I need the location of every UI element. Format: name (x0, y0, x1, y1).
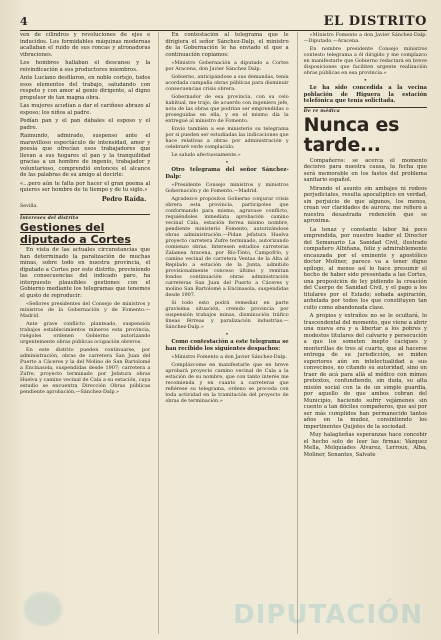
signature-place: Sevilla. (20, 203, 38, 209)
paragraph: Mirando el asunto sin ambajes ni rodeos perjudiciales, resulta apocalíptico en verdad, sin perjuicio de que algunos, los menos, crean ver claridades de aurora; me refiero a nuestra desastrada redención que se aproxima. (303, 185, 427, 224)
paragraph: Las mujeres acudían a dar el cariñoso abrazo al esposo; los niños al padre. (20, 103, 151, 116)
article-headline: Nunca es tarde... (303, 113, 400, 156)
paragraph: «Ministro Fomento a don Javier Sánchez-Dalp. (171, 354, 287, 360)
page-number: 4 (20, 15, 28, 28)
page-header (20, 6, 427, 31)
paragraph: Complázcome en manifestarle que en breve aprobará proyecto camino vecinal de Cala a la estación de su nombre, que con tanto interés me recomienda y en cuanto a carreteras que refiérese su telegrama, ordeno se proceda con toda actividad en la tramitación del proyecto de obras de terminación.» (165, 362, 289, 404)
paragraph: La tenaz y constante labor há poco emprendida, por nuestro leader el Director del Semanario La Sanidad Civil, ilustrado compañero Albiñana, feliz y admirablemente encauzada por el eminente y apostólico doctor Moliner, parece va a tener digno epílogo, al menos así lo hace presumir el hecho de haber sido presentada a las Cortes, una proposición de ley pidiendo la creación del Cuerpo de Sanidad Civil, y el pago a los titulares por el Estado; sobada aspiración, anhelada por todos los que constituyen tan culto como abandonada clase. (303, 226, 427, 311)
bullet-separator: • (225, 160, 229, 166)
article-columns (20, 32, 427, 634)
paragraph: En nombre presidente Consejo ministros contesto telegrama a él dirigido y me complazco en manifestarle que Gobierno redactará en breve disposiciones que faciliten urgente realización obras públicas en esa provincia.» (303, 46, 427, 76)
paragraph: «Señores presidentes del Consejo de ministros y ministros de la Gobernación y de Fomento.—Madrid. (20, 301, 151, 319)
column-2 (158, 32, 288, 634)
subheading: Como contestación a este telegrama se han recibido los siguientes despachos: (165, 339, 289, 352)
paragraph: «Presidente Consejo ministros y ministros Gobernación y de Fomento.—Madrid. (165, 182, 289, 194)
section-label: Intereses del distrito (20, 214, 150, 221)
paragraph: Pedían pan y el pan dábales el esposo y el padre. (20, 118, 151, 131)
masthead-title: EL DISTRITO (323, 14, 427, 29)
section-label: De re médica (304, 107, 427, 114)
column-1 (20, 32, 150, 634)
library-stamp (24, 592, 62, 626)
paragraph: Envío también a ese ministerio su telegrama por si pueden ser estudiadas las indicaciones que hace relativas a obras por administración y celebraré verle complacido. (165, 126, 289, 150)
column-3 (297, 32, 427, 634)
archive-watermark: DIPUTACIÓN (233, 600, 423, 630)
telegram-quote (304, 32, 427, 76)
paragraph: Compañeros: se acerca el momento decisivo para nuestra causa, la fecha que será memorable en los fastos del problema sanitario español. (303, 157, 427, 183)
subheading: Otro telegrama del señor Sánchez-Dalp: (165, 167, 289, 180)
bullet-separator: • (363, 78, 367, 84)
paragraph: «...pero aún te falta por hacer el gran poema al quieres ser hombre de tu tiempo y de tu siglo.» (20, 180, 151, 193)
paragraph: Ante grave conflicto planteado, suspensión trabajos establecimientos mineros esta provincia, ruégoles ordenen Gobierno autorizando urgentemente obras públicas ocupación obreros. (20, 321, 151, 345)
paragraph: Ante Luciano desfilaron, en noble cortejo, todos esos elementos del trabajo, saludando con respeto y con amor al genio dirigente, al digno propulsor de tan magna obra. (20, 75, 151, 101)
paragraph: A propios y extraños no se le ocultará, lo trascendental del momento, que viene a abrir una nueva era y a libertar a los pobres y modestos titulares del calvario y persecución a que los someten inepto caciques y monterillas de tres al cuarto, que al hacerse entrega de su jurisdicción, se miden superiores aún en intelectualidad a sus convecinos, no citando su autoridad, sino en traer de acá para allá al médico con mimos pretextos, confundiendo, sin duda, su alta misión social con la de un simple guardia, por aquello de que ambos cobran del Municipio, haciendo sufrir vejámenes sin cuento a tan dóciles compañeros, que así por ser más cumplidos han permanecido tantos años en la mudez, consintiendo los impertinentes Quijotes de la sociedad. (303, 313, 427, 430)
paragraph: En contestación al telegrama que le dirigiera el señor Sánchez-Dalp, el ministro de la Gobernación le ha enviado el que a continuación copiamos: (165, 32, 289, 58)
bullet-separator: • (225, 332, 229, 338)
telegram-quote (165, 354, 288, 404)
paragraph: En este distrito pueden continuarse, por administración, obras de carretera San Juan del Puerto a Cáceres y la del Molino de San Bartolomé a Encinasola, suspendidas desde 1907; carretera a Zufre, proyecto terminado por Jefatura obras Huelva y camino vecinal de Cala a su estación, cuya estudio se encuentra Dirección Obras públicas pendiente aprobación.—Sánchez-Dalp.» (20, 347, 151, 395)
paragraph: En vista de las actuales circunstancias que han determinado la paralización de muchas minas, sobre todo en nuestra provincia, el diputado a Cortes por este distrito, previniendo las consecuencias del indicado paro, ha interpuesto plausibles gestiones con el Gobierno mediante los telegramas que tenemos el gusto de reproducir: (20, 247, 151, 299)
story-continuation (20, 32, 150, 194)
paragraph: Si todo esto podrá remediar en parte gravísima situación, cremdo provincia por suspensión trabajos minas, disminución tráfico líneas férreas y paralización industrias.—Sánchez-Dalp.» (165, 300, 289, 330)
article-headline: Gestiones del diputado a Cortes (20, 221, 131, 246)
paragraph: Agradezco propósitos Gobierno conjurar crisis obrera esta provincia, participoles que conformando para mismo, agravase conflicto, requiéndoles inmediata aprobación camino vecinal Cala, estación ferrea mismo nombre, pendiente ministerio Fomento, autorizándose obras administración.—Pidan jefatura Huelva proyecto carretera Zufre terminado, autorizando comienzo obras. Interesen estudios carreteras Zalamea Aracena, por Río-Tinto, Campofrío, y camino vecinal de carretera Ventas de la Alta al Repilado a estación de la Junta, admitido provisionalmente conceso último y remitan fondos continuación obras administración carreteras San Juan del Puerto a Cáceres y molino San Bartolomé a Encinasola, suspendidas desde 1907. (165, 196, 289, 298)
paragraph: Gobernador de esa provincia, con su celo habitual, me trajo, de acuerdo con ingeniero jefe, nota de las obras que podrían ser emprendidas o proseguidas en ella, y en el mismo día la entregué al ministro de Fomento. (165, 94, 289, 124)
paragraph: Raimundo, admirado, suspenso ante el maravilloso espectáculo de intensidad, amor y poesía que ofrecían esos trabajadores que llevan a sus hogares el pan y la tranquilidad gracias a un hombre de ingenio, trabajador y voluntarioso, comprendió entonces el alcance de las palabras de su amigo al decirle: (20, 133, 151, 178)
telegram-quote (20, 301, 150, 395)
paragraph: Le saludo afectuosamente.» (171, 152, 241, 158)
paragraph: Muy halagüeñas esperanzas hace concebir el hecho solo de leer las firmas: Vázquez Mella, Melquíades Álvarez, Lerroux, Alba, Moliner, Senantes, Salvate (303, 432, 427, 458)
telegram-quote (165, 60, 288, 158)
paragraph: ven de cilindros y revoluciones de ejes e inducidos. Los formidables máquinas modernas acallaban el ruido de sus roncas y atronadoras vibraciones. (20, 32, 151, 58)
paragraph: «Ministro Fomento a don Javier Sánchez-Dalp.—Diputado.—Aracena. (303, 32, 427, 44)
paragraph: Gobierno, anticipándose a sus demandas, tenía acordada campaña obras públicas para disminuir consecuencias crisis obrera. (165, 74, 289, 92)
paragraph: «Ministro Gobernación a diputado a Cortes por Aracena, don Javier Sánchez Dalp. (165, 60, 289, 72)
telegram-quote (165, 182, 288, 330)
news-note: Le ha sido concedida a la vecina población de Higuera la estación telefónica que tenía solicitada. (303, 85, 427, 104)
author-signature: Pedro Raída. (101, 195, 147, 203)
paragraph: Los hombres hallaban el descanso y la reivindicación a sus productores miembros. (20, 60, 151, 73)
